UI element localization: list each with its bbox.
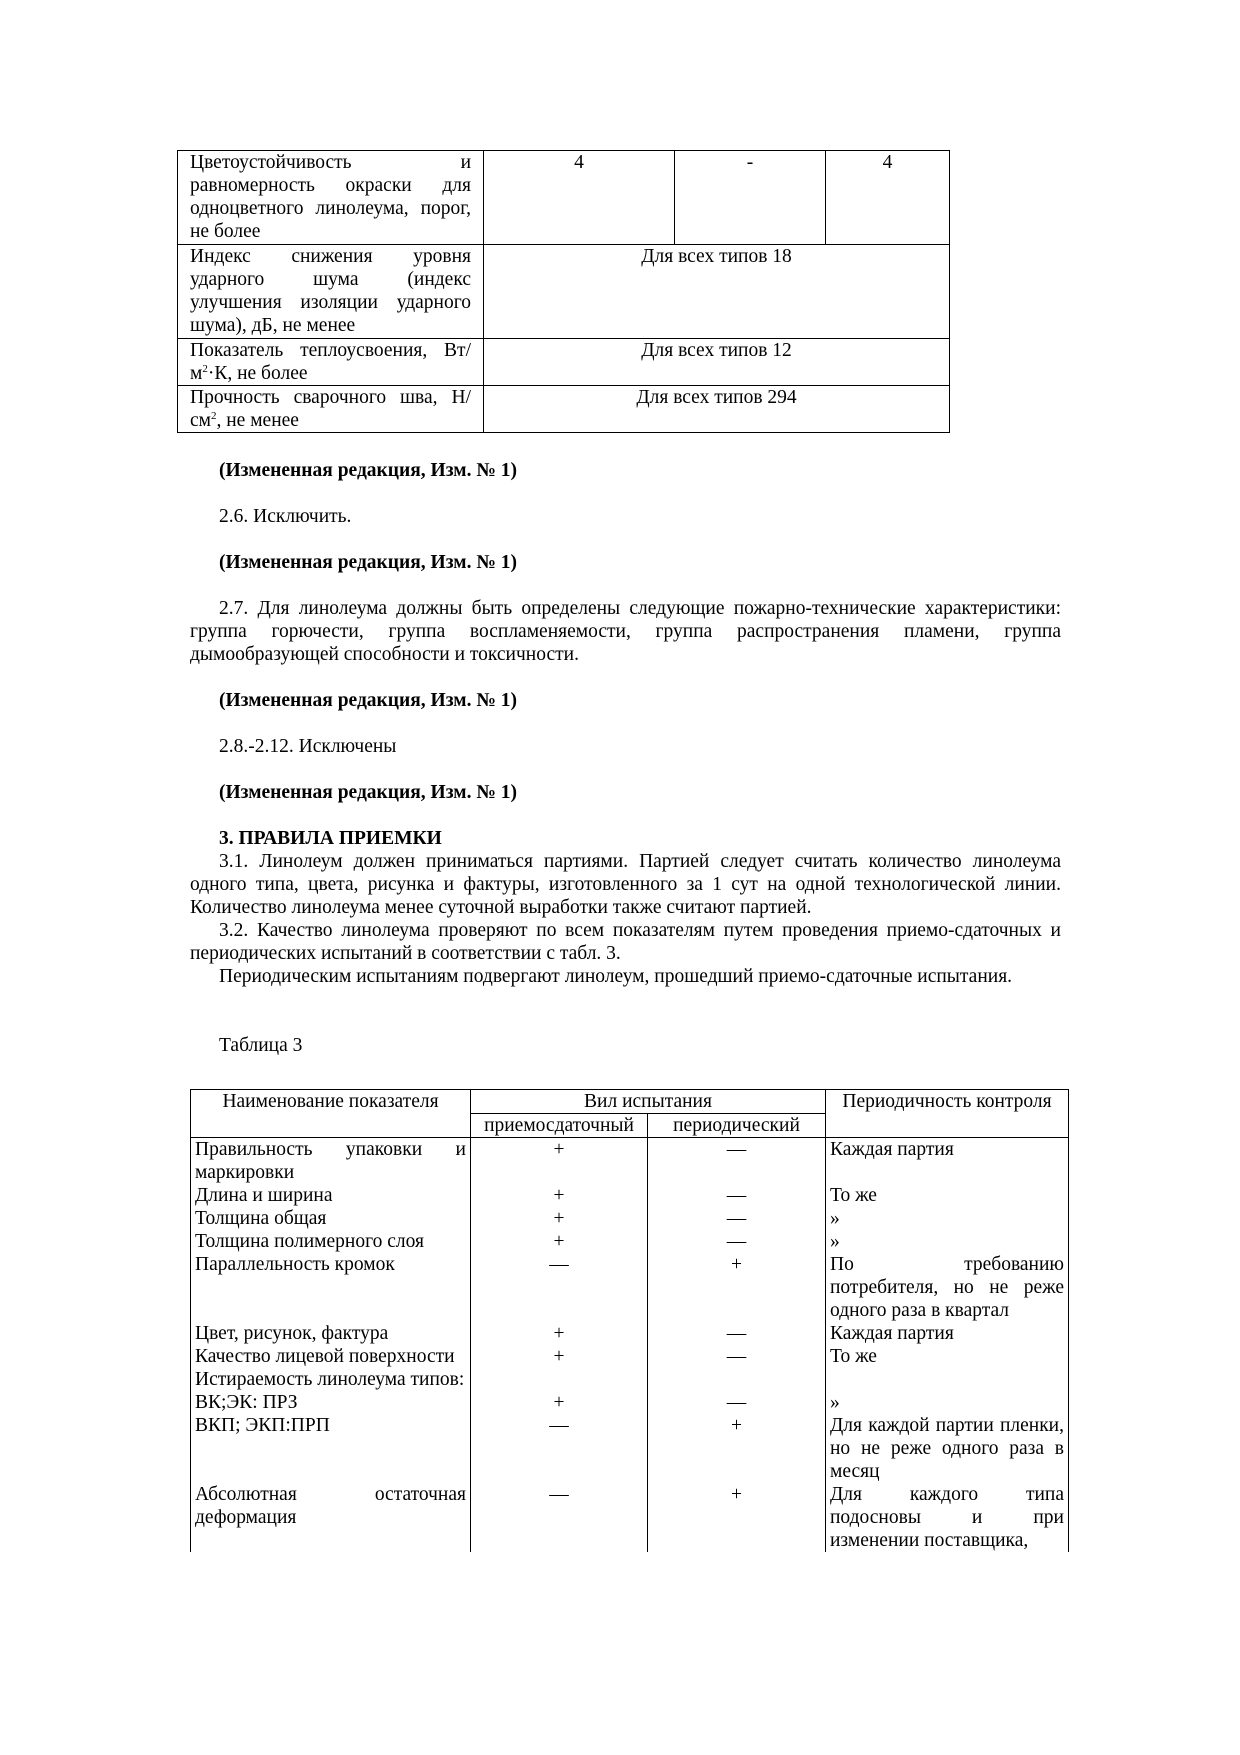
table-caption: Таблица 3 <box>219 1035 303 1056</box>
amendment-note: (Измененная редакция, Изм. № 1) <box>219 460 518 481</box>
column-header: Вил испытания <box>471 1090 826 1114</box>
periodic-mark: — <box>648 1138 826 1185</box>
properties-table-continuation <box>177 150 950 433</box>
acceptance-mark: — <box>471 1253 648 1322</box>
control-frequency: Каждая партия <box>826 1322 1069 1345</box>
indicator-name: Толщина общая <box>191 1207 471 1230</box>
value-cell: 4 <box>484 151 675 245</box>
control-frequency: Каждая партия <box>826 1138 1069 1185</box>
table-row <box>191 1138 1069 1185</box>
clause-2-7: 2.7. Для линолеума должны быть определены следующие пожарно-технические характеристики: группа горючести, группа воспламеняемости, группа распространения пламени, группа дымообразующей способности и токсичности. <box>190 598 1061 665</box>
control-frequency: » <box>826 1230 1069 1253</box>
control-frequency: Для каждой партии пленки, но не реже одного раза в месяц <box>826 1414 1069 1483</box>
acceptance-mark: + <box>471 1138 648 1185</box>
amendment-note: (Измененная редакция, Изм. № 1) <box>219 690 518 711</box>
acceptance-tests-table <box>190 1089 1069 1552</box>
column-header: Периодичность контроля <box>826 1090 1069 1138</box>
control-frequency: По требованию потребителя, но не реже одного раза в квартал <box>826 1253 1069 1322</box>
periodic-mark: — <box>648 1230 826 1253</box>
acceptance-mark: — <box>471 1414 648 1483</box>
table-row <box>191 1253 1069 1322</box>
clause-3-2: 3.2. Качество линолеума проверяют по всем показателям путем проведения приемо-сдаточных и периодических испытаний в соответствии с табл. 3. <box>190 920 1061 964</box>
table-row <box>178 339 950 386</box>
column-header: Наименование показателя <box>191 1090 471 1138</box>
table-row <box>191 1345 1069 1368</box>
property-name: Показатель теплоусвоения, $Вт/м^2\cdot К$, не более <box>178 339 484 386</box>
property-name: Индекс снижения уровня ударного шума (индекс улучшения изоляции ударного шума), дБ, не менее <box>178 245 484 339</box>
control-frequency: » <box>826 1207 1069 1230</box>
table-row <box>191 1414 1069 1483</box>
section-heading: 3. ПРАВИЛА ПРИЕМКИ <box>219 828 442 849</box>
periodic-mark: + <box>648 1483 826 1552</box>
indicator-name: Параллельность кромок <box>191 1253 471 1322</box>
periodic-mark <box>648 1368 826 1391</box>
merged-value-cell: Для всех типов 294 <box>484 386 950 433</box>
control-frequency <box>826 1368 1069 1391</box>
acceptance-mark: + <box>471 1230 648 1253</box>
indicator-name: ВК;ЭК: ПРЗ <box>191 1391 471 1414</box>
acceptance-mark: + <box>471 1184 648 1207</box>
acceptance-mark <box>471 1368 648 1391</box>
amendment-note: (Измененная редакция, Изм. № 1) <box>219 552 518 573</box>
indicator-name: Качество лицевой поверхности <box>191 1345 471 1368</box>
indicator-name: Истираемость линолеума типов: <box>191 1368 471 1391</box>
periodic-mark: — <box>648 1207 826 1230</box>
indicator-name: Правильность упаковки и маркировки <box>191 1138 471 1185</box>
table-row <box>191 1230 1069 1253</box>
periodic-mark: — <box>648 1345 826 1368</box>
table-row <box>178 151 950 245</box>
indicator-name: Цвет, рисунок, фактура <box>191 1322 471 1345</box>
periodic-mark: + <box>648 1253 826 1322</box>
value-cell: 4 <box>826 151 950 245</box>
table-row <box>191 1391 1069 1414</box>
table-row <box>191 1368 1069 1391</box>
merged-value-cell: Для всех типов 12 <box>484 339 950 386</box>
control-frequency: Для каждого типа подосновы и при изменении поставщика, <box>826 1483 1069 1552</box>
indicator-name: Длина и ширина <box>191 1184 471 1207</box>
clause-2-6: 2.6. Исключить. <box>219 506 352 527</box>
column-subheader: приемосдаточный <box>471 1114 648 1138</box>
indicator-name: ВКП; ЭКП:ПРП <box>191 1414 471 1483</box>
table-row <box>191 1483 1069 1552</box>
table-row <box>178 386 950 433</box>
control-frequency: То же <box>826 1345 1069 1368</box>
merged-value-cell: Для всех типов 18 <box>484 245 950 339</box>
clause-2-8-2-12: 2.8.-2.12. Исключены <box>219 736 397 757</box>
periodic-mark: — <box>648 1184 826 1207</box>
periodic-mark: — <box>648 1322 826 1345</box>
table-row <box>191 1322 1069 1345</box>
periodic-mark: — <box>648 1391 826 1414</box>
acceptance-mark: + <box>471 1207 648 1230</box>
amendment-note: (Измененная редакция, Изм. № 1) <box>219 782 518 803</box>
periodic-tests-note: Периодическим испытаниям подвергают линолеум, прошедший приемо-сдаточные испытания. <box>219 966 1013 987</box>
property-name: Прочность сварочного шва, $Н/см^2$, не менее <box>178 386 484 433</box>
property-name: Цветоустойчивость и равномерность окраски для одноцветного линолеума, порог, не более <box>178 151 484 245</box>
periodic-mark: + <box>648 1414 826 1483</box>
acceptance-mark: — <box>471 1483 648 1552</box>
table-row <box>191 1207 1069 1230</box>
clause-3-1: 3.1. Линолеум должен приниматься партиями. Партией следует считать количество линолеума одного типа, цвета, рисунка и фактуры, изготовленного за 1 сут на одной технологической линии. Количество линолеума менее суточной выработки также считают партией. <box>190 851 1061 918</box>
indicator-name: Толщина полимерного слоя <box>191 1230 471 1253</box>
column-subheader: периодический <box>648 1114 826 1138</box>
table-row <box>191 1184 1069 1207</box>
control-frequency: » <box>826 1391 1069 1414</box>
acceptance-mark: + <box>471 1345 648 1368</box>
acceptance-mark: + <box>471 1322 648 1345</box>
table-row <box>178 245 950 339</box>
acceptance-mark: + <box>471 1391 648 1414</box>
value-cell: - <box>675 151 826 245</box>
indicator-name: Абсолютная остаточная деформация <box>191 1483 471 1552</box>
control-frequency: То же <box>826 1184 1069 1207</box>
